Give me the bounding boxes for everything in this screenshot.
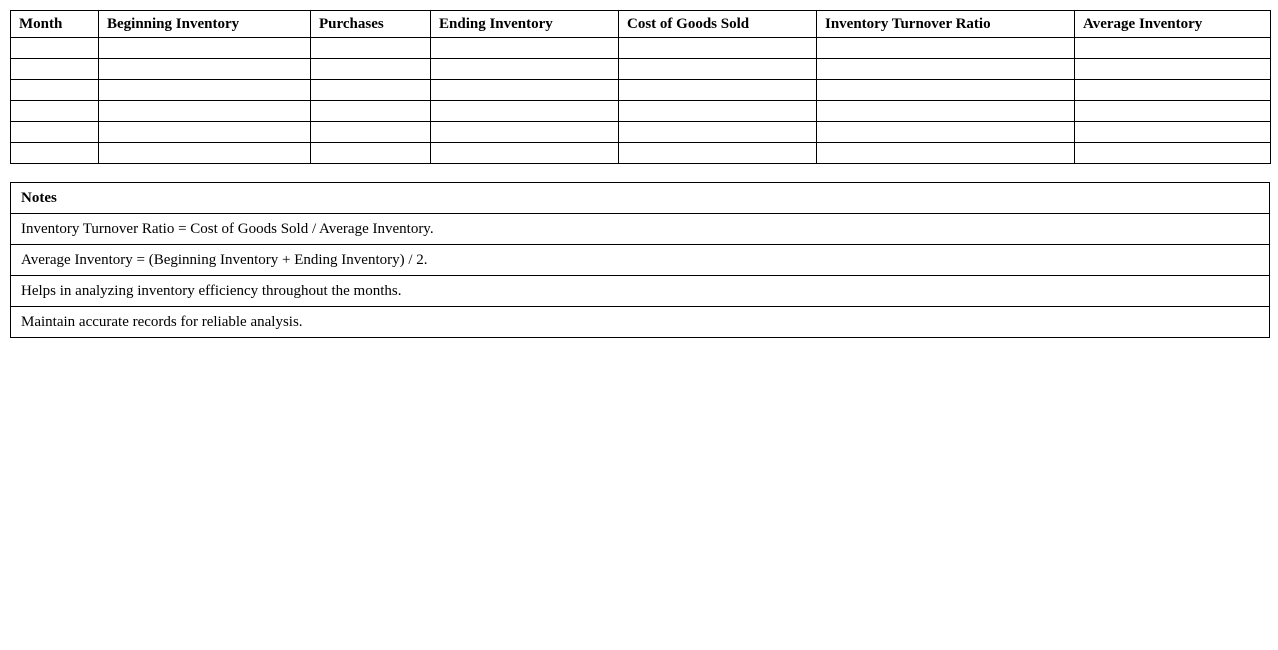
- cell-beginning-inventory[interactable]: [99, 101, 311, 122]
- cell-cost-of-goods-sold[interactable]: [619, 122, 817, 143]
- inventory-table-header: [11, 11, 1271, 38]
- cell-purchases[interactable]: [311, 122, 431, 143]
- cell-ending-inventory[interactable]: [431, 143, 619, 164]
- cell-average-inventory[interactable]: [1075, 143, 1271, 164]
- cell-cost-of-goods-sold[interactable]: [619, 38, 817, 59]
- cell-average-inventory[interactable]: [1075, 101, 1271, 122]
- cell-month[interactable]: [11, 59, 99, 80]
- column-header-inventory-turnover-ratio: Inventory Turnover Ratio: [817, 11, 1075, 38]
- inventory-table-body: [11, 38, 1271, 164]
- cell-average-inventory[interactable]: [1075, 38, 1271, 59]
- table-row[interactable]: [11, 122, 1271, 143]
- cell-month[interactable]: [11, 38, 99, 59]
- column-header-notes: Notes: [11, 183, 1270, 214]
- notes-row: [11, 307, 1270, 338]
- cell-purchases[interactable]: [311, 59, 431, 80]
- notes-table: [10, 182, 1270, 338]
- cell-beginning-inventory[interactable]: [99, 38, 311, 59]
- table-row[interactable]: [11, 143, 1271, 164]
- cell-purchases[interactable]: [311, 143, 431, 164]
- notes-table-body: [11, 214, 1270, 338]
- cell-cost-of-goods-sold[interactable]: [619, 80, 817, 101]
- cell-inventory-turnover-ratio[interactable]: [817, 59, 1075, 80]
- cell-beginning-inventory[interactable]: [99, 143, 311, 164]
- table-row[interactable]: [11, 101, 1271, 122]
- cell-ending-inventory[interactable]: [431, 38, 619, 59]
- cell-average-inventory[interactable]: [1075, 122, 1271, 143]
- cell-beginning-inventory[interactable]: [99, 59, 311, 80]
- notes-row: [11, 245, 1270, 276]
- cell-month[interactable]: [11, 143, 99, 164]
- cell-cost-of-goods-sold[interactable]: [619, 101, 817, 122]
- notes-row: [11, 276, 1270, 307]
- column-header-ending-inventory: Ending Inventory: [431, 11, 619, 38]
- table-row[interactable]: [11, 38, 1271, 59]
- cell-purchases[interactable]: [311, 101, 431, 122]
- cell-purchases[interactable]: [311, 38, 431, 59]
- table-header-row: [11, 11, 1271, 38]
- cell-beginning-inventory[interactable]: [99, 80, 311, 101]
- table-row[interactable]: [11, 80, 1271, 101]
- notes-header-row: [11, 183, 1270, 214]
- cell-inventory-turnover-ratio[interactable]: [817, 101, 1075, 122]
- cell-ending-inventory[interactable]: [431, 101, 619, 122]
- cell-average-inventory[interactable]: [1075, 59, 1271, 80]
- cell-inventory-turnover-ratio[interactable]: [817, 122, 1075, 143]
- cell-cost-of-goods-sold[interactable]: [619, 59, 817, 80]
- note-item: Average Inventory = (Beginning Inventory + Ending Inventory) / 2.: [11, 245, 1270, 276]
- notes-section: [10, 182, 1270, 338]
- notes-row: [11, 214, 1270, 245]
- note-item: Inventory Turnover Ratio = Cost of Goods Sold / Average Inventory.: [11, 214, 1270, 245]
- inventory-turnover-table: [10, 10, 1271, 164]
- table-row[interactable]: [11, 59, 1271, 80]
- cell-inventory-turnover-ratio[interactable]: [817, 143, 1075, 164]
- cell-ending-inventory[interactable]: [431, 59, 619, 80]
- note-item: Helps in analyzing inventory efficiency throughout the months.: [11, 276, 1270, 307]
- cell-ending-inventory[interactable]: [431, 80, 619, 101]
- notes-table-header: [11, 183, 1270, 214]
- note-item: Maintain accurate records for reliable analysis.: [11, 307, 1270, 338]
- column-header-month: Month: [11, 11, 99, 38]
- column-header-beginning-inventory: Beginning Inventory: [99, 11, 311, 38]
- column-header-purchases: Purchases: [311, 11, 431, 38]
- cell-ending-inventory[interactable]: [431, 122, 619, 143]
- cell-inventory-turnover-ratio[interactable]: [817, 38, 1075, 59]
- cell-average-inventory[interactable]: [1075, 80, 1271, 101]
- column-header-cost-of-goods-sold: Cost of Goods Sold: [619, 11, 817, 38]
- cell-month[interactable]: [11, 101, 99, 122]
- cell-month[interactable]: [11, 122, 99, 143]
- column-header-average-inventory: Average Inventory: [1075, 11, 1271, 38]
- cell-month[interactable]: [11, 80, 99, 101]
- cell-cost-of-goods-sold[interactable]: [619, 143, 817, 164]
- cell-beginning-inventory[interactable]: [99, 122, 311, 143]
- cell-inventory-turnover-ratio[interactable]: [817, 80, 1075, 101]
- cell-purchases[interactable]: [311, 80, 431, 101]
